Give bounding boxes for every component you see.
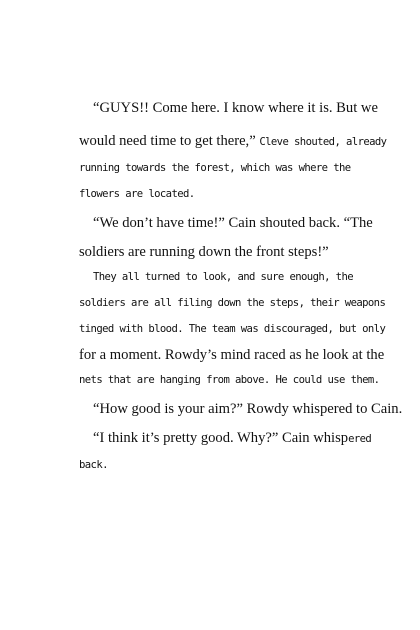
text-segment: ered	[348, 433, 372, 445]
text-line-4	[79, 182, 195, 204]
text-segment: soldiers are all filing down the steps, their weapons	[79, 297, 386, 309]
text-segment: for a moment. Rowdy’s mind raced as he look at the	[79, 347, 385, 363]
text-line-14	[79, 453, 108, 475]
text-line-10	[79, 344, 384, 366]
text-segment: nets that are hanging from above. He could use them.	[79, 374, 380, 386]
text-line-3	[79, 156, 351, 178]
text-line-11	[79, 368, 379, 390]
text-line-8	[79, 291, 385, 313]
text-segment: Cleve shouted, already	[259, 136, 387, 148]
text-segment: soldiers are running down the front steps!”	[79, 244, 329, 260]
text-line-1	[93, 97, 378, 119]
text-segment: flowers are located.	[79, 188, 195, 200]
text-segment: running towards the forest, which was where the	[79, 162, 351, 174]
text-line-7	[93, 265, 353, 287]
text-line-9	[79, 317, 385, 339]
text-segment: They all turned to look, and sure enough, the	[93, 271, 354, 283]
text-segment: “GUYS!! Come here. I know where it is. But we	[93, 100, 378, 116]
text-segment: “We don’t have time!” Cain shouted back. “The	[93, 215, 373, 231]
text-line-2	[79, 130, 386, 152]
text-segment: “I think it’s pretty good. Why?” Cain whisp	[93, 430, 349, 446]
text-line-5	[93, 212, 373, 234]
text-segment: back.	[79, 459, 108, 471]
text-segment: “How good is your aim?” Rowdy whispered to Cain.	[93, 401, 403, 417]
text-segment: tinged with blood. The team was discouraged, but only	[79, 323, 386, 335]
text-line-12	[93, 398, 402, 420]
text-line-6	[79, 241, 329, 263]
text-line-13	[93, 427, 371, 449]
text-segment: would need time to get there,”	[79, 133, 260, 149]
